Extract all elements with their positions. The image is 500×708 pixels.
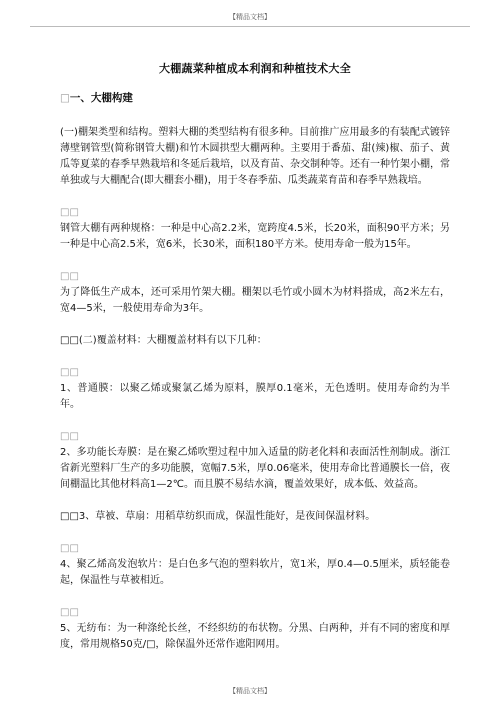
section-heading: □一、大棚构建 xyxy=(60,92,133,104)
document-title: 大棚蔬菜种植成本利润和种植技术大全 xyxy=(158,62,352,75)
header-divider xyxy=(30,26,470,27)
paragraph-materials-heading: □□(二)覆盖材料：大棚覆盖材料有以下几种： xyxy=(60,335,267,346)
paragraph-foam-sheet: 4、聚乙烯高发泡软片：是白色多气泡的塑料软片，宽1米，厚0.4—0.5厘米，质轻能卷起，保温性与草被相近。 xyxy=(60,559,450,586)
paragraph-ordinary-film: 1、普通膜：以聚乙烯或聚氯乙烯为原料，膜厚0.1毫米，无色透明。使用寿命约为半年。 xyxy=(60,383,450,410)
marker: □□ xyxy=(60,543,79,554)
paragraph-structure: (一)棚架类型和结构。塑料大棚的类型结构有很多种。目前推广应用最多的有装配式镀锌薄壁钢管型(简称钢管大棚)和竹木圆拱型大棚两种。主要用于番茄、甜(辣)椒、茄子、黄瓜等夏菜的春季早熟栽培和冬延后栽培，以及育苗、杂交制种等。还有一种竹架小棚，常单独或与大棚配合(即大棚套小棚)，用于冬春季茄、瓜类蔬菜育苗和春季早熟栽培。 xyxy=(60,127,450,186)
marker: □□ xyxy=(60,271,79,282)
paragraph-straw-mat: □□3、草被、草扇：用稻草纺织而成，保温性能好，是夜间保温材料。 xyxy=(60,511,376,522)
paragraph-bamboo: 为了降低生产成本，还可采用竹架大棚。棚架以毛竹或小圆木为材料搭成，高2米左右，宽4—5米，一般使用寿命为3年。 xyxy=(60,287,450,314)
marker: □□ xyxy=(60,367,79,378)
bullet-marker: □ xyxy=(60,92,70,104)
paragraph-steel-spec: 钢管大棚有两种规格：一种是中心高2.2米，宽跨度4.5米，长20米，面积90平方米；另一种是中心高2.5米，宽6米，长30米，面积180平方米。使用寿命一般为15年。 xyxy=(60,223,450,250)
paragraph-nonwoven: 5、无纺布：为一种涤纶长丝，不经织纺的布状物。分黑、白两种，并有不同的密度和厚度，常用规格50克/□，除保温外还常作遮阳网用。 xyxy=(60,623,450,650)
marker: □□ xyxy=(60,607,79,618)
page-header: 【精品文档】 xyxy=(229,13,271,21)
paragraph-multifunction-film: 2、多功能长寿膜：是在聚乙烯吹塑过程中加入适量的防老化料和表面活性剂制成。浙江省新光塑料厂生产的多功能膜，宽幅7.5米，厚0.06毫米，使用寿命比普通膜长一倍，夜间棚温比其他材料高1—2℃。而且膜不易结水滴，覆盖效果好，成本低、效益高。 xyxy=(60,447,450,490)
marker: □□ xyxy=(60,207,79,218)
page-footer: 【精品文档】 xyxy=(229,687,271,695)
marker: □□ xyxy=(60,431,79,442)
document-body xyxy=(60,60,450,653)
